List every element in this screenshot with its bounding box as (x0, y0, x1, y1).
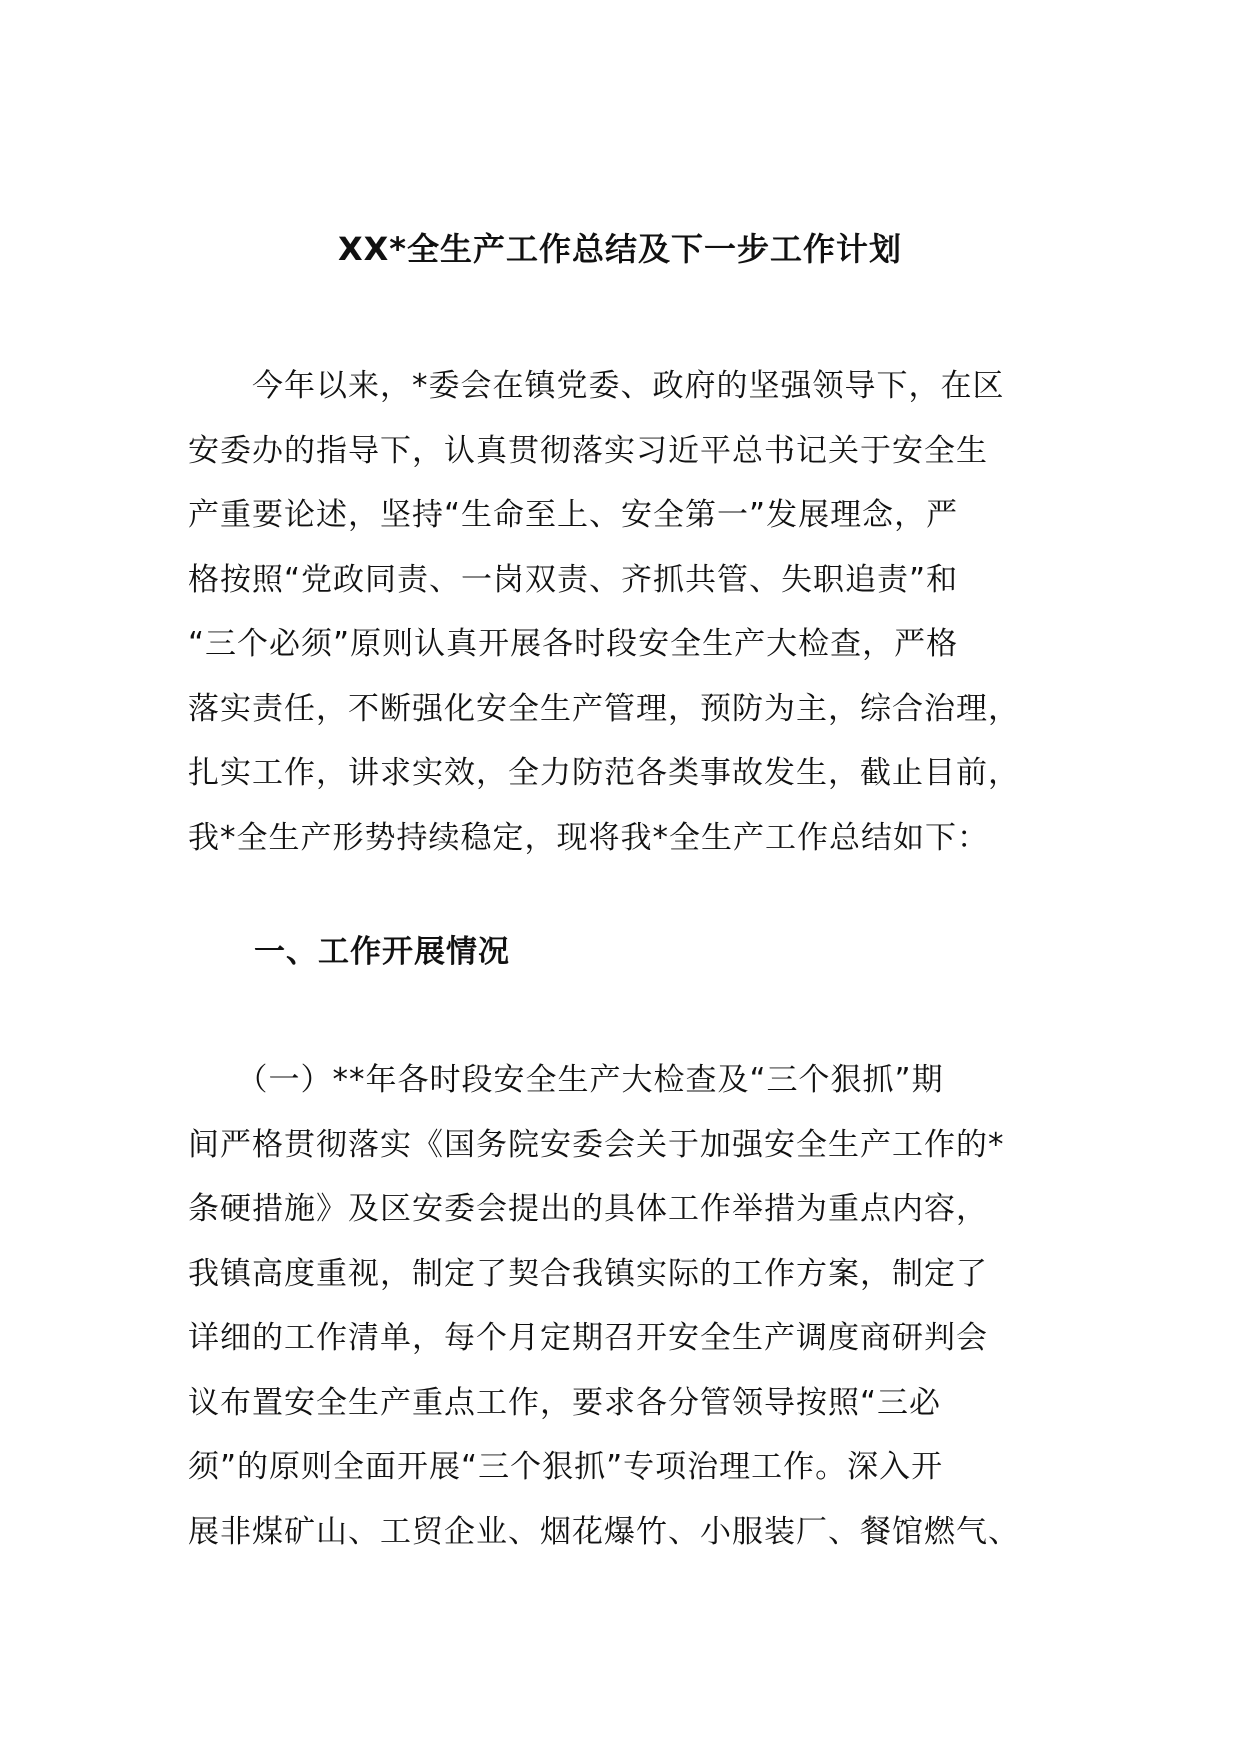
paragraph-line: 须”的原则全面开展“三个狠抓”专项治理工作。深入开 (188, 1449, 944, 1485)
section-paragraph (188, 1048, 1068, 1564)
paragraph-line: 产重要论述，坚持“生命至上、安全第一”发展理念，严 (188, 497, 959, 533)
paragraph-line: 我*全生产形势持续稳定，现将我*全生产工作总结如下： (188, 819, 989, 856)
paragraph-line: 详细的工作清单，每个月定期召开安全生产调度商研判会 (188, 1320, 988, 1356)
paragraph-line: “三个必须”原则认真开展各时段安全生产大检查，严格 (188, 626, 959, 662)
paragraph-line: 落实责任，不断强化安全生产管理，预防为主，综合治理， (188, 690, 1020, 727)
paragraph-line: 格按照“党政同责、一岗双责、齐抓共管、失职追责”和 (188, 561, 959, 598)
intro-paragraph (188, 354, 1068, 870)
section-heading: 一、工作开展情况 (254, 934, 510, 970)
document-title: XX*全生产工作总结及下一步工作计划 (337, 230, 903, 268)
paragraph-line: 间严格贯彻落实《国务院安委会关于加强安全生产工作的* (188, 1126, 1005, 1163)
paragraph-line: 议布置安全生产重点工作，要求各分管领导按照“三必 (188, 1384, 942, 1421)
paragraph-line: 条硬措施》及区安委会提出的具体工作举措为重点内容， (188, 1191, 988, 1227)
paragraph-line: 展非煤矿山、工贸企业、烟花爆竹、小服装厂、餐馆燃气、 (188, 1513, 1020, 1550)
paragraph-line: （一）**年各时段安全生产大检查及“三个狠抓”期 (188, 1062, 944, 1098)
paragraph-line: 我镇高度重视，制定了契合我镇实际的工作方案，制定了 (188, 1255, 988, 1292)
paragraph-line: 安委办的指导下，认真贯彻落实习近平总书记关于安全生 (188, 432, 988, 469)
paragraph-line: 今年以来，*委会在镇党委、政府的坚强领导下，在区 (188, 368, 1005, 404)
paragraph-line: 扎实工作，讲求实效，全力防范各类事故发生，截止目前， (188, 755, 1020, 791)
